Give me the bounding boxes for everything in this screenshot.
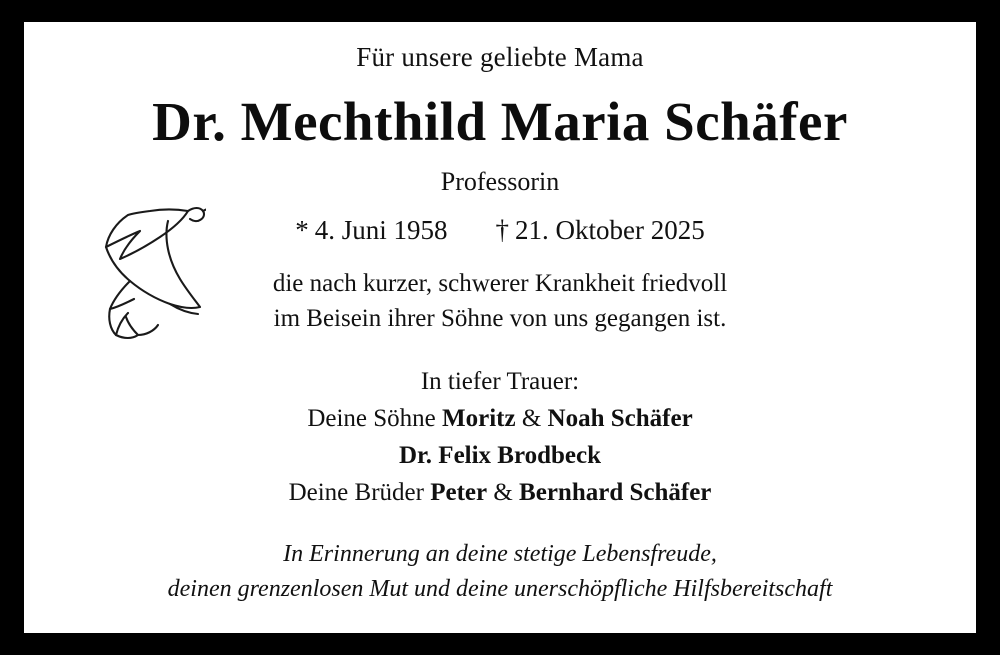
birth-symbol: * <box>295 214 309 245</box>
mourner-name: Dr. Felix Brodbeck <box>398 441 602 469</box>
mourner-conjunction: & <box>515 404 548 432</box>
obituary-body <box>273 266 727 337</box>
mourner-prefix: Deine Brüder <box>288 478 431 506</box>
mourner-conjunction: & <box>487 478 520 506</box>
professional-title: Professorin <box>440 166 560 196</box>
mourner-name: Noah Schäfer <box>547 404 693 432</box>
mourner-name: Moritz <box>442 404 516 432</box>
closing-quote-line: In Erinnerung an deine stetige Lebensfreude, <box>283 540 717 567</box>
mourner-line <box>289 474 712 511</box>
birth-date <box>295 215 447 246</box>
mourners-block <box>289 363 712 511</box>
mourner-line <box>289 400 712 437</box>
death-date <box>496 215 705 246</box>
mourner-name: Bernhard Schäfer <box>519 478 712 506</box>
obituary-body-line: im Beisein ihrer Söhne von uns gegangen ist. <box>273 305 727 333</box>
deceased-name: Dr. Mechthild Maria Schäfer <box>152 91 848 152</box>
mourner-name: Peter <box>430 478 488 506</box>
dedication-line: Für unsere geliebte Mama <box>356 42 644 72</box>
mourner-line <box>289 437 712 474</box>
mourners-heading: In tiefer Trauer: <box>420 367 580 395</box>
closing-quote-line: deinen grenzenlosen Mut und deine unerschöpfliche Hilfsbereitschaft <box>167 575 833 602</box>
life-dates <box>295 215 705 246</box>
obituary-body-line: die nach kurzer, schwerer Krankheit friedvoll <box>272 269 728 297</box>
mourner-prefix: Deine Söhne <box>307 404 443 432</box>
death-symbol: † <box>495 214 510 245</box>
obituary-content <box>24 22 976 633</box>
death-date-value: 21. Oktober 2025 <box>515 214 705 245</box>
closing-quote <box>168 537 833 607</box>
dove-icon <box>66 177 206 352</box>
birth-date-value: 4. Juni 1958 <box>314 214 448 245</box>
